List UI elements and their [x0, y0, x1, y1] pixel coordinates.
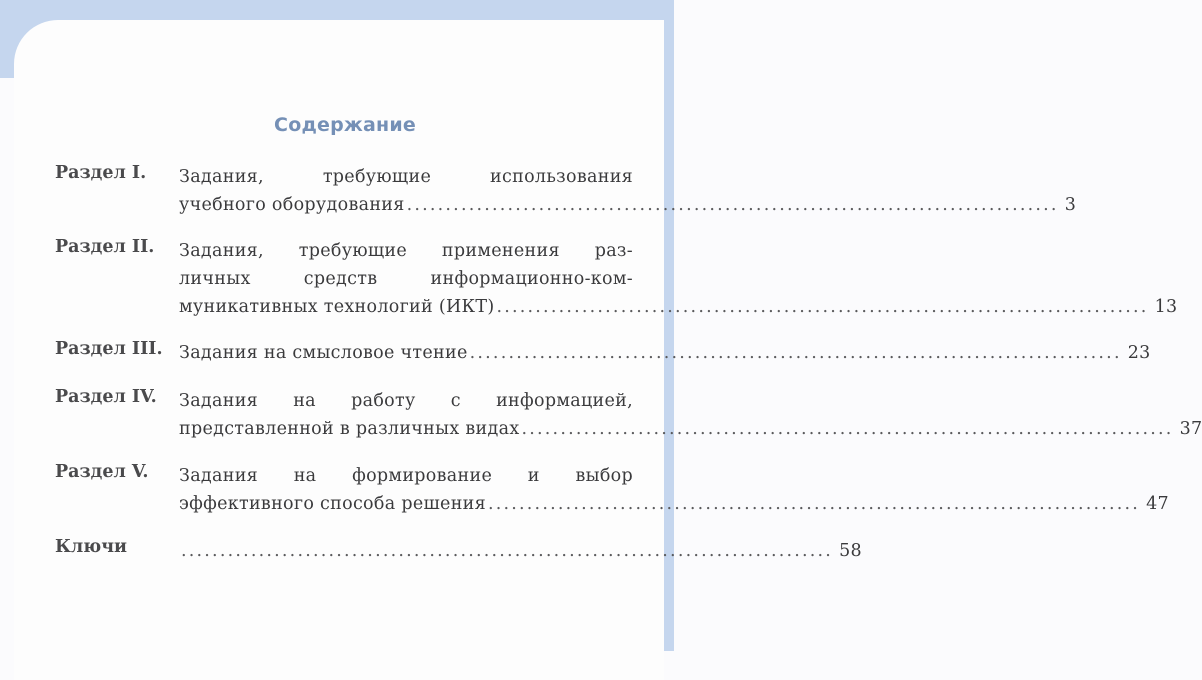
- toc-entry-title: [179, 387, 1202, 443]
- toc-entry-line: Задания, требующие применения раз-: [179, 241, 633, 261]
- dot-leader: ....................................................................................: [181, 541, 834, 561]
- dot-leader: ....................................................................................: [469, 343, 1122, 363]
- toc-entry-line: Задания на формирование и выбор: [179, 466, 633, 486]
- toc-page-number: 3: [1064, 195, 1077, 215]
- toc-page-number: 37: [1179, 419, 1202, 439]
- toc-entry-label: Ключи: [55, 537, 127, 557]
- toc-entry-label: Раздел I.: [55, 163, 147, 183]
- toc-entry-last-line: [179, 537, 862, 565]
- page-title: Содержание: [274, 114, 416, 136]
- toc-entry-last-line: [179, 490, 1169, 518]
- toc-page-number: 23: [1127, 343, 1151, 363]
- toc-entry-line: представленной в различных видах: [179, 419, 520, 439]
- toc-entry-line: Задания на смысловое чтение: [179, 343, 468, 363]
- toc-entry-title: [179, 537, 862, 565]
- toc-entry-title: [179, 462, 1169, 518]
- toc-entry-title: [179, 237, 1178, 321]
- dot-leader: ....................................................................................: [406, 195, 1059, 215]
- toc-entry-title: [179, 163, 1077, 219]
- toc-page-number: 13: [1154, 297, 1178, 317]
- toc-entry-last-line: [179, 415, 1202, 443]
- toc-entry-label: Раздел II.: [55, 237, 155, 257]
- toc-page-number: 47: [1146, 494, 1169, 514]
- toc-entry-last-line: [179, 191, 1077, 219]
- dot-leader: ....................................................................................: [487, 494, 1141, 514]
- toc-entry-label: Раздел IV.: [55, 387, 157, 407]
- toc-entry-line: учебного оборудования: [179, 195, 405, 215]
- toc-entry-line: муникативных технологий (ИКТ): [179, 297, 495, 317]
- toc-entry-title: [179, 339, 1151, 367]
- toc-entry-label: Раздел III.: [55, 339, 163, 359]
- toc-entry-line: Задания, требующие использования: [179, 167, 633, 187]
- toc-entry-label: Раздел V.: [55, 462, 149, 482]
- dot-leader: ....................................................................................: [521, 419, 1174, 439]
- toc-entry-line: личных средств информационно-ком-: [179, 269, 633, 289]
- toc-entry-line: эффективного способа решения: [179, 494, 486, 514]
- toc-entry-last-line: [179, 339, 1151, 367]
- toc-entry-last-line: [179, 293, 1178, 321]
- dot-leader: ....................................................................................: [496, 297, 1149, 317]
- toc-page-number: 58: [839, 541, 862, 561]
- toc-entry-line: Задания на работу с информацией,: [179, 391, 633, 411]
